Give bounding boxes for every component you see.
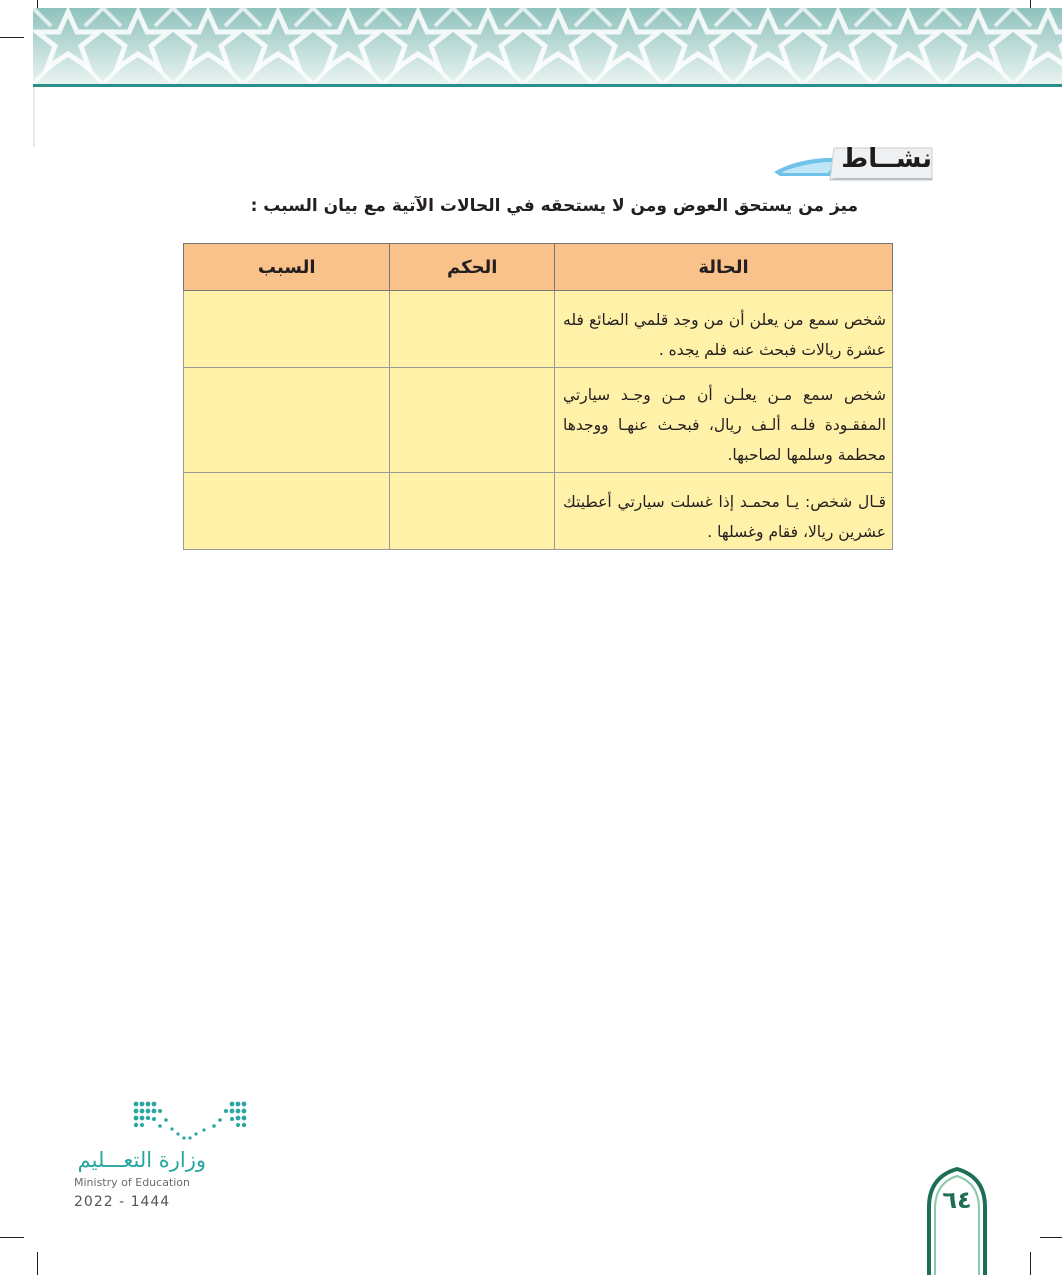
reason-cell[interactable] (184, 473, 390, 550)
table-header-row (184, 244, 893, 291)
logo-dots-icon (74, 1098, 254, 1144)
ruling-cell[interactable] (390, 368, 555, 473)
crop-mark (0, 1237, 24, 1238)
case-cell: شخص سمع من يعلن أن من وجد قلمي الضائع فله عشرة ريالات فبحث عنه فلم يجده . (555, 291, 893, 368)
logo-year: 2022 - 1444 (74, 1194, 171, 1210)
logo-english-name: Ministry of Education (74, 1176, 191, 1189)
table-row (184, 473, 893, 550)
header-reason: السبب (184, 244, 390, 291)
activity-label: نشــاط (841, 144, 932, 174)
crop-mark (37, 1252, 38, 1275)
header-pattern-banner (33, 8, 1062, 84)
ruling-cell[interactable] (390, 291, 555, 368)
header-case: الحالة (555, 244, 893, 291)
crop-mark (0, 37, 24, 38)
page-number-badge (926, 1167, 988, 1275)
case-cell: قـال شخص: يـا محمـد إذا غسلت سيارتي أعطيتك عشرين ريالا، فقام وغسلها . (555, 473, 893, 550)
crop-mark (1040, 1237, 1062, 1238)
activity-instruction: ميز من يستحق العوض ومن لا يستحقه في الحالات الآتية مع بيان السبب : (250, 196, 858, 216)
table-row (184, 368, 893, 473)
case-cell: شخص سمع مـن يعلـن أن مـن وجـد سيارتي المفقـودة فلـه ألـف ريال، فبحـث عنهـا ووجدها محطمة وسلمها لصاحبها. (555, 368, 893, 473)
ruling-cell[interactable] (390, 473, 555, 550)
reason-cell[interactable] (184, 368, 390, 473)
margin-rule (33, 87, 35, 147)
header-ruling: الحكم (390, 244, 555, 291)
cases-table (183, 243, 893, 550)
logo-arabic-name: وزارة التعـــليم (77, 1148, 206, 1172)
reason-cell[interactable] (184, 291, 390, 368)
page-number: ٦٤ (942, 1186, 972, 1214)
banner-divider (33, 84, 1062, 87)
table-row (184, 291, 893, 368)
ministry-logo (74, 1098, 254, 1210)
crop-mark (1030, 1252, 1031, 1275)
